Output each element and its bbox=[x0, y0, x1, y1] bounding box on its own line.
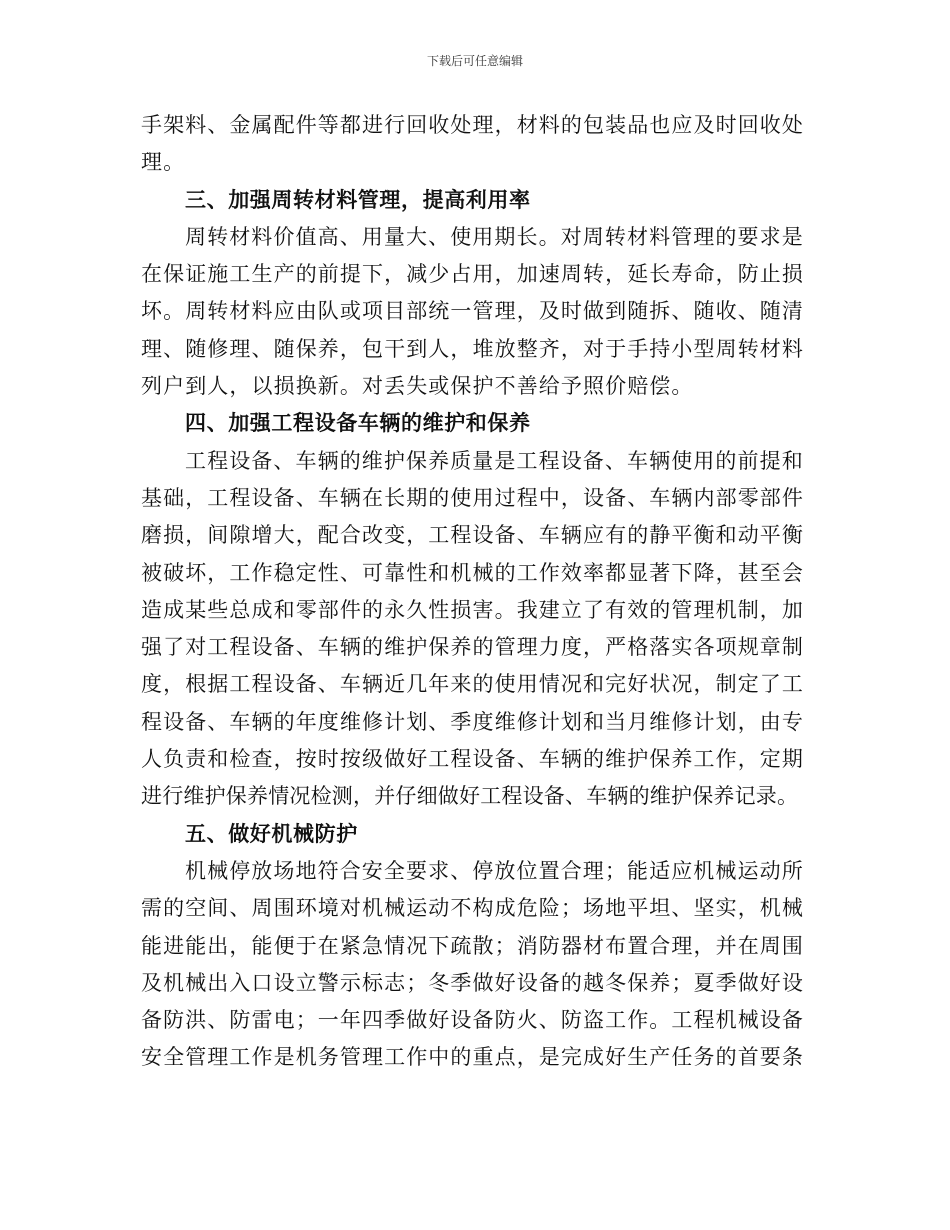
body-line: 安全管理工作是机务管理工作中的重点，是完成好生产任务的首要条 bbox=[141, 1045, 804, 1070]
body-line: 机械停放场地符合安全要求、停放位置合理；能适应机械运动所 bbox=[185, 858, 804, 883]
body-line: 列户到人，以损换新。对丢失或保护不善给予照价赔偿。 bbox=[141, 374, 694, 399]
body-line: 度，根据工程设备、车辆近几年来的使用情况和完好状况，制定了工 bbox=[141, 672, 804, 697]
body-line: 理、随修理、随保养，包干到人，堆放整齐，对于手持小型周转材料 bbox=[141, 336, 804, 361]
body-line: 备防洪、防雷电；一年四季做好设备防火、防盗工作。工程机械设备 bbox=[141, 1008, 804, 1033]
body-line: 程设备、车辆的年度维修计划、季度维修计划和当月维修计划，由专 bbox=[141, 709, 804, 734]
body-line: 在保证施工生产的前提下，减少占用，加速周转，延长寿命，防止损 bbox=[141, 262, 804, 287]
body-line: 人负责和检查，按时按级做好工程设备、车辆的维护保养工作，定期 bbox=[141, 747, 804, 772]
page-header: 下载后可任意编辑 bbox=[426, 54, 523, 68]
section-heading-5: 五、做好机械防护 bbox=[185, 821, 358, 846]
body-line: 基础，工程设备、车辆在长期的使用过程中，设备、车辆内部零部件 bbox=[141, 485, 804, 510]
body-line: 进行维护保养情况检测，并仔细做好工程设备、车辆的维护保养记录。 bbox=[141, 784, 799, 809]
section-heading-3: 三、加强周转材料管理，提高利用率 bbox=[185, 187, 531, 212]
body-line: 理。 bbox=[141, 150, 186, 175]
body-line: 能进能出，能便于在紧急情况下疏散；消防器材布置合理，并在周围 bbox=[141, 933, 804, 958]
body-line: 手架料、金属配件等都进行回收处理，材料的包装品也应及时回收处 bbox=[141, 113, 804, 137]
body-line: 造成某些总成和零部件的永久性损害。我建立了有效的管理机制，加 bbox=[141, 597, 804, 622]
body-line: 强了对工程设备、车辆的维护保养的管理力度，严格落实各项规章制 bbox=[141, 635, 804, 660]
body-line: 磨损，间隙增大，配合改变，工程设备、车辆应有的静平衡和动平衡 bbox=[141, 523, 804, 548]
body-line: 坏。周转材料应由队或项目部统一管理，及时做到随拆、随收、随清 bbox=[141, 299, 804, 324]
document-body bbox=[141, 107, 811, 1077]
body-line: 周转材料价值高、用量大、使用期长。对周转材料管理的要求是 bbox=[185, 224, 804, 249]
section-heading-4: 四、加强工程设备车辆的维护和保养 bbox=[185, 411, 531, 436]
body-line: 需的空间、周围环境对机械运动不构成危险；场地平坦、坚实，机械 bbox=[141, 896, 804, 921]
body-line: 工程设备、车辆的维护保养质量是工程设备、车辆使用的前提和 bbox=[185, 448, 804, 473]
body-line: 及机械出入口设立警示标志；冬季做好设备的越冬保养；夏季做好设 bbox=[141, 970, 804, 995]
body-line: 被破坏，工作稳定性、可靠性和机械的工作效率都显著下降，甚至会 bbox=[141, 560, 804, 585]
